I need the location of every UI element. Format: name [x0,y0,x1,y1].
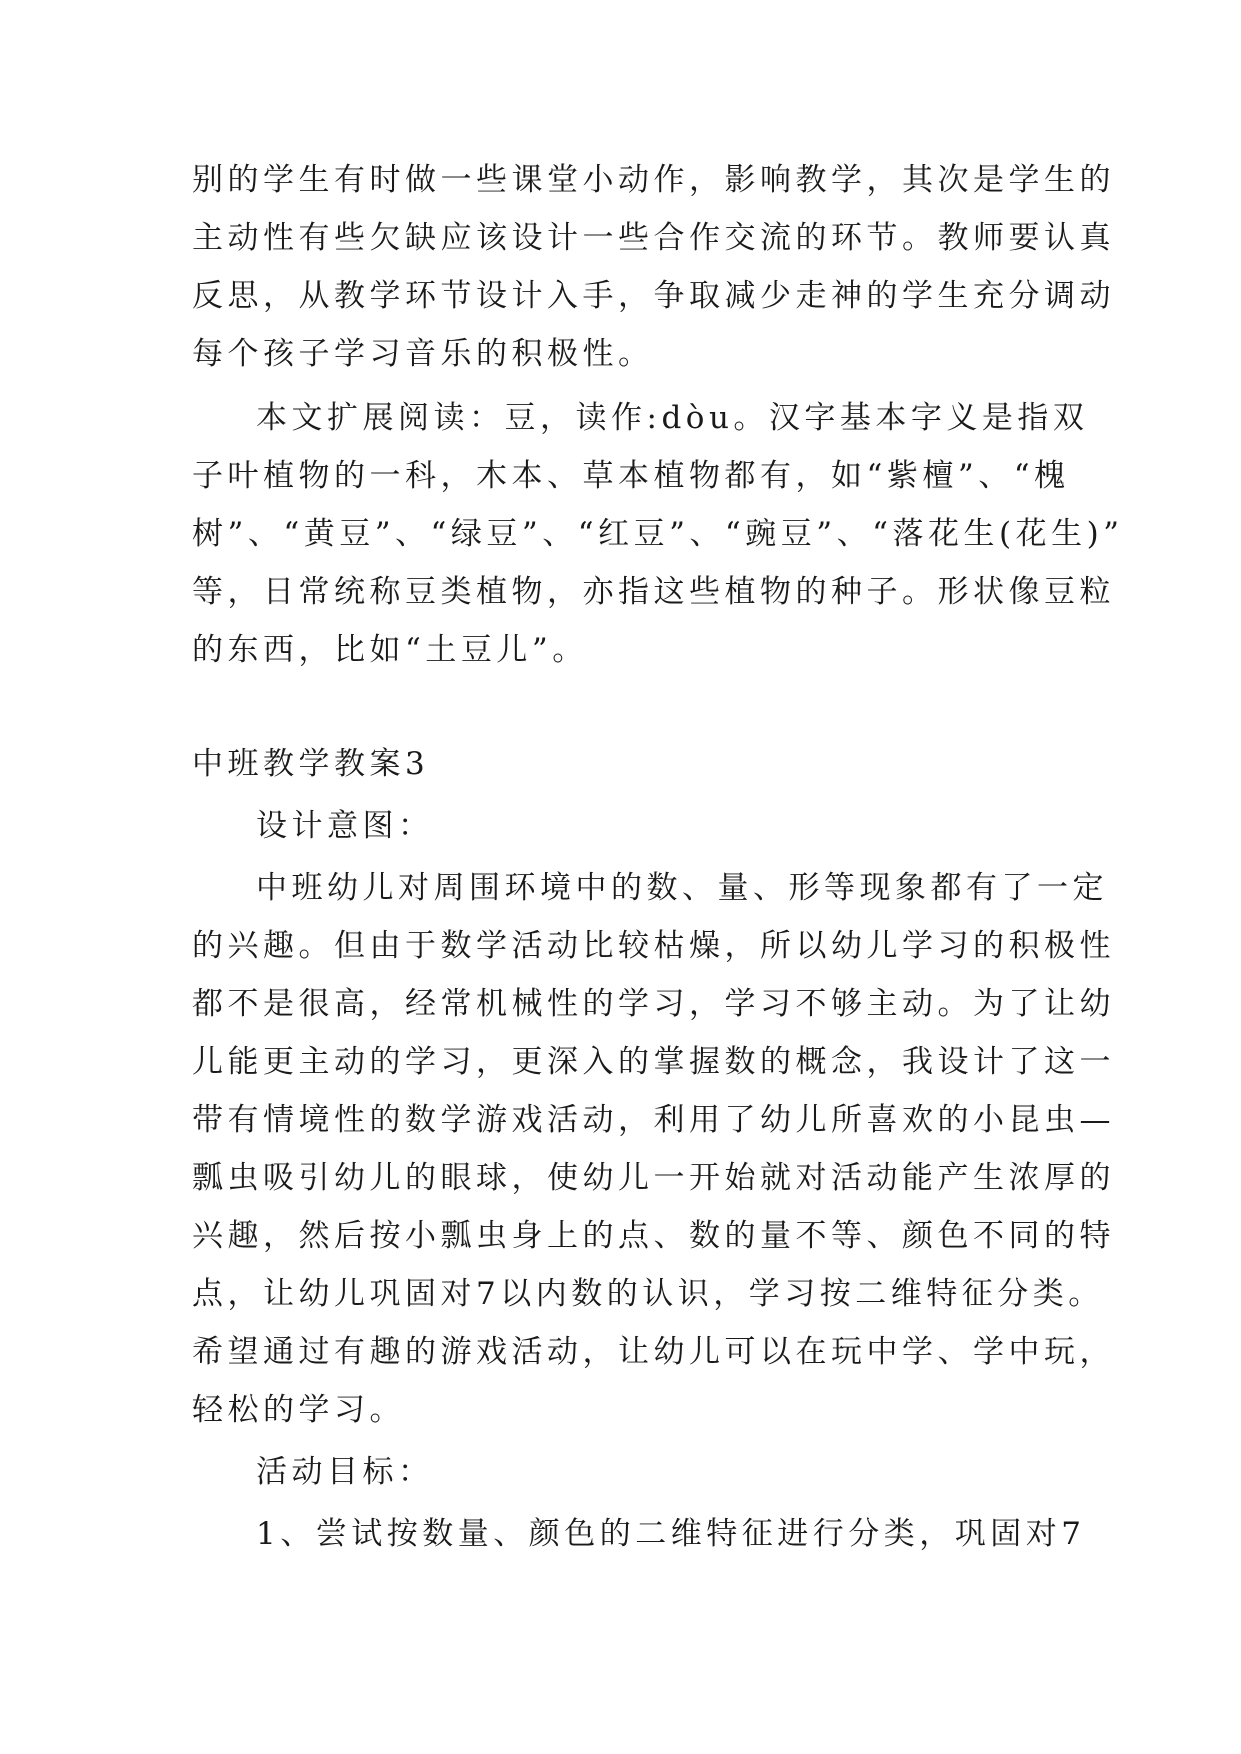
paragraph-line: 瓢虫吸引幼儿的眼球，使幼儿一开始就对活动能产生浓厚的 [192,1160,1115,1196]
paragraph-line: 的东西，比如“土豆儿”。 [192,632,588,668]
paragraph-line: 的兴趣。但由于数学活动比较枯燥，所以幼儿学习的积极性 [192,928,1115,964]
paragraph-line: 轻松的学习。 [192,1392,405,1428]
paragraph-line: 别的学生有时做一些课堂小动作，影响教学，其次是学生的 [192,162,1115,198]
section-heading: 设计意图： [256,808,434,844]
paragraph-line: 树”、“黄豆”、“绿豆”、“红豆”、“豌豆”、“落花生(花生)” [192,516,1124,552]
paragraph-line: 都不是很高，经常机械性的学习，学习不够主动。为了让幼 [192,986,1115,1022]
paragraph-line: 本文扩展阅读：豆，读作:dòu。汉字基本字义是指双 [256,400,1089,436]
section-title: 中班教学教案3 [192,746,430,782]
paragraph-line: 兴趣，然后按小瓢虫身上的点、数的量不等、颜色不同的特 [192,1218,1115,1254]
paragraph-line: 点，让幼儿巩固对7以内数的认识，学习按二维特征分类。 [192,1276,1104,1312]
paragraph-line: 中班幼儿对周围环境中的数、量、形等现象都有了一定 [256,870,1108,906]
paragraph-line: 等，日常统称豆类植物，亦指这些植物的种子。形状像豆粒 [192,574,1115,610]
paragraph-line: 每个孩子学习音乐的积极性。 [192,336,654,372]
paragraph-line: 希望通过有趣的游戏活动，让幼儿可以在玩中学、学中玩， [192,1334,1115,1370]
paragraph-line: 子叶植物的一科，木本、草本植物都有，如“紫檀”、“槐 [192,458,1070,494]
paragraph-line: 主动性有些欠缺应该设计一些合作交流的环节。教师要认真 [192,220,1115,256]
list-item: 1、尝试按数量、颜色的二维特征进行分类，巩固对7 [256,1516,1086,1552]
section-heading: 活动目标： [256,1454,434,1490]
paragraph-line: 带有情境性的数学游戏活动，利用了幼儿所喜欢的小昆虫— [192,1102,1115,1138]
paragraph-line: 儿能更主动的学习，更深入的掌握数的概念，我设计了这一 [192,1044,1115,1080]
paragraph-line: 反思，从教学环节设计入手，争取减少走神的学生充分调动 [192,278,1115,314]
